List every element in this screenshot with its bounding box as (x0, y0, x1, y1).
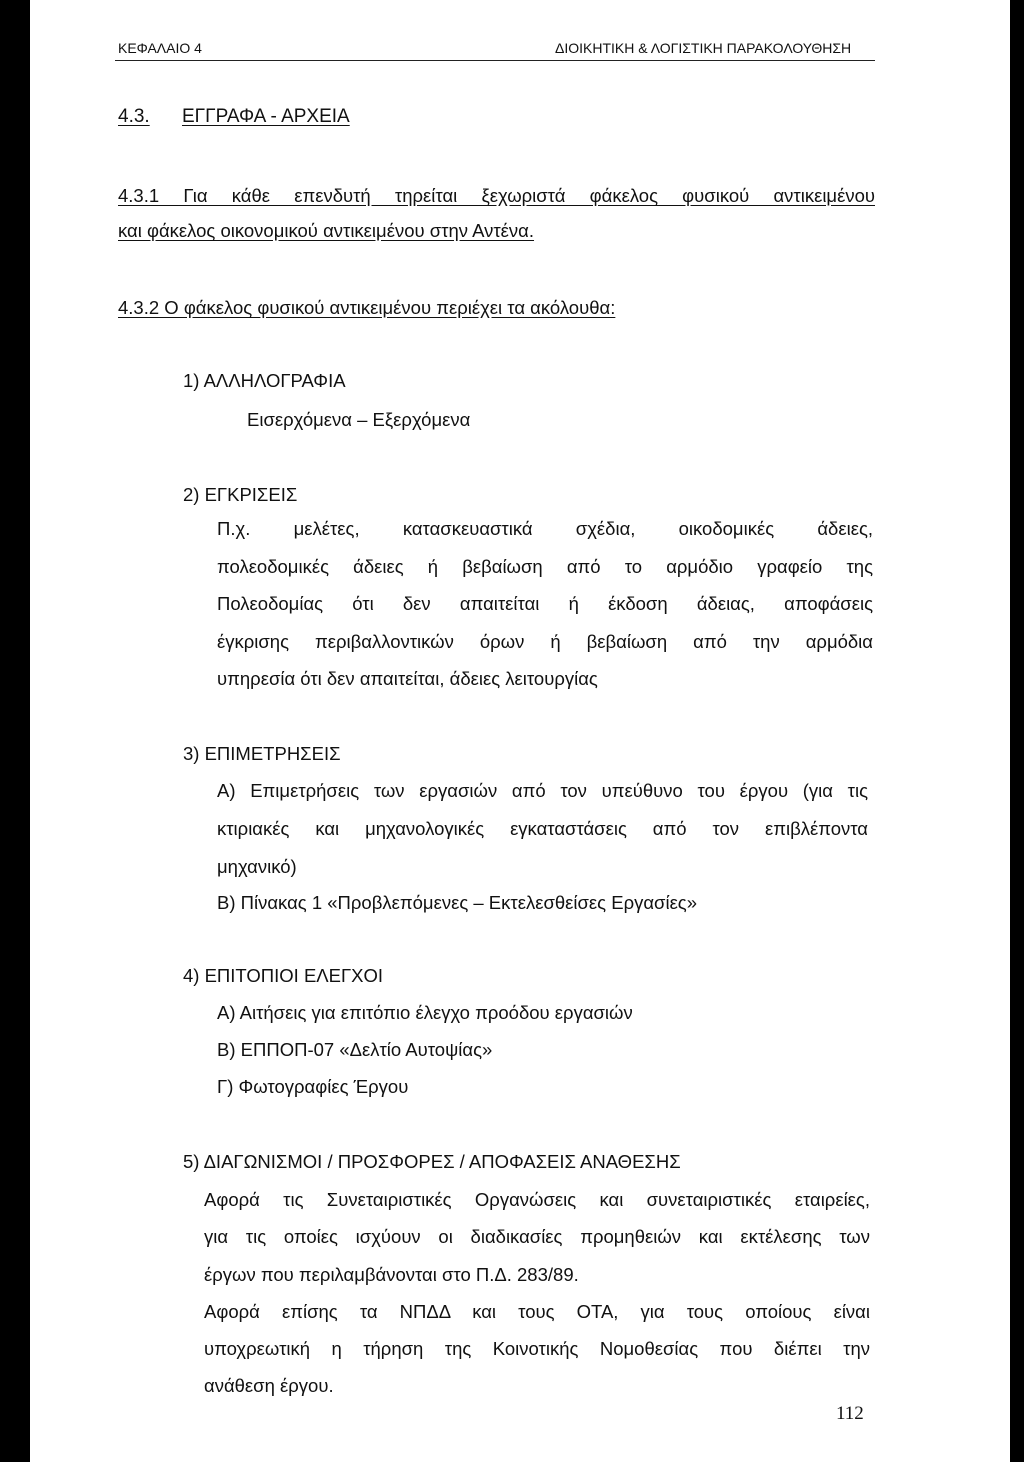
item-5-line: Αφορά επίσης τα ΝΠΔΔ και τους ΟΤΑ, για τους οποίους είναι (204, 1301, 870, 1322)
document-page (30, 0, 1010, 1462)
item-1-title: 1) ΑΛΛΗΛΟΓΡΑΦΙΑ (183, 370, 346, 391)
item-5-line: για τις οποίες ισχύουν οι διαδικασίες προμηθειών και εκτέλεσης των (204, 1226, 870, 1247)
subsection-4-3-1-line2: και φάκελος οικονομικού αντικειμένου στην Αντένα. (118, 220, 535, 241)
item-2-line: υπηρεσία ότι δεν απαιτείται, άδειες λειτουργίας (217, 668, 598, 689)
item-3-line: κτιριακές και μηχανολογικές εγκαταστάσεις από τον επιβλέποντα (217, 818, 868, 839)
item-5-line: ανάθεση έργου. (204, 1375, 334, 1396)
item-2-title: 2) ΕΓΚΡΙΣΕΙΣ (183, 484, 298, 505)
item-3-line: Α) Επιμετρήσεις των εργασιών από τον υπεύθυνο του έργου (για τις (217, 780, 868, 801)
item-5-line: Αφορά τις Συνεταιριστικές Οργανώσεις και συνεταιριστικές εταιρείες, (204, 1189, 870, 1210)
item-1-text: Εισερχόμενα – Εξερχόμενα (247, 409, 471, 430)
header-chapter: ΚΕΦΑΛΑΙΟ 4 (118, 40, 202, 56)
item-3-title: 3) ΕΠΙΜΕΤΡΗΣΕΙΣ (183, 743, 341, 764)
item-5-line: έργων που περιλαμβάνονται στο Π.Δ. 283/89. (204, 1264, 579, 1285)
subsection-4-3-2-line1: 4.3.2 Ο φάκελος φυσικού αντικειμένου περιέχει τα ακόλουθα: (118, 297, 616, 318)
item-5-title: 5) ΔΙΑΓΩΝΙΣΜΟΙ / ΠΡΟΣΦΟΡΕΣ / ΑΠΟΦΑΣΕΙΣ ΑΝΑΘΕΣΗΣ (183, 1151, 681, 1172)
item-4-line: Γ) Φωτογραφίες Έργου (217, 1076, 409, 1097)
item-2-line: πολεοδομικές άδειες ή βεβαίωση από το αρμόδιο γραφείο της (217, 556, 873, 577)
section-number: 4.3. (118, 106, 150, 127)
item-3-line: Β) Πίνακας 1 «Προβλεπόμενες – Εκτελεσθείσες Εργασίες» (217, 892, 698, 913)
item-5-line: υποχρεωτική η τήρηση της Κοινοτικής Νομοθεσίας που διέπει την (204, 1338, 870, 1359)
item-2-line: έγκρισης περιβαλλοντικών όρων ή βεβαίωση από την αρμόδια (217, 631, 873, 652)
item-4-line: Α) Αιτήσεις για επιτόπιο έλεγχο προόδου εργασιών (217, 1002, 633, 1023)
item-4-title: 4) ΕΠΙΤΟΠΙΟΙ ΕΛΕΓΧΟΙ (183, 965, 384, 986)
section-title: ΕΓΓΡΑΦΑ - ΑΡΧΕΙΑ (182, 106, 350, 127)
page-number: 112 (836, 1403, 864, 1424)
item-2-line: Πολεοδομίας ότι δεν απαιτείται ή έκδοση άδειας, αποφάσεις (217, 593, 873, 614)
header-rule (115, 60, 875, 61)
header-section-title: ΔΙΟΙΚΗΤΙΚΗ & ΛΟΓΙΣΤΙΚΗ ΠΑΡΑΚΟΛΟΥΘΗΣΗ (555, 40, 852, 56)
subsection-4-3-1-line1: 4.3.1 Για κάθε επενδυτή τηρείται ξεχωριστά φάκελος φυσικού αντικειμένου (118, 185, 875, 206)
item-2-line: Π.χ. μελέτες, κατασκευαστικά σχέδια, οικοδομικές άδειες, (217, 518, 873, 539)
item-4-line: Β) ΕΠΠΟΠ-07 «Δελτίο Αυτοψίας» (217, 1039, 493, 1060)
item-3-line: μηχανικό) (217, 856, 297, 877)
